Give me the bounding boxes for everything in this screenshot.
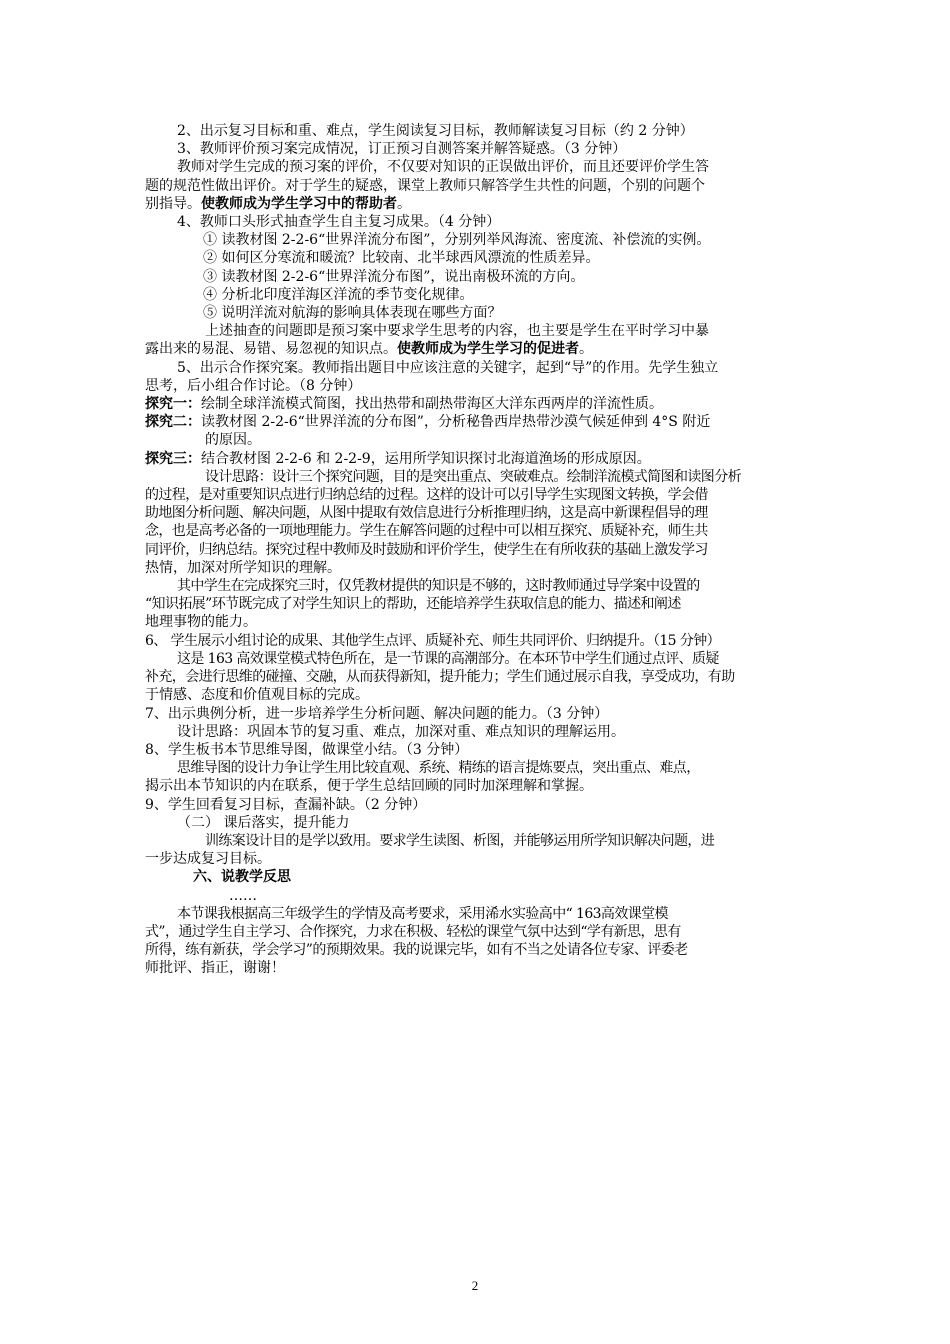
paragraph: 补充，会进行思维的碰撞、交融，从而获得新知，提升能力；学生们通过展示自我，享受成功，有助: [145, 669, 735, 686]
inquiry-1: 探究一：绘制全球洋流模式简图，找出热带和副热带海区大洋东西两岸的洋流性质。: [145, 396, 663, 413]
paragraph: 师批评、指正，谢谢！: [145, 960, 285, 977]
paragraph: 于情感、态度和价值观目标的完成。: [145, 687, 369, 704]
paragraph: 其中学生在完成探究三时，仅凭教材提供的知识是不够的，这时教师通过导学案中设置的: [177, 578, 700, 595]
paragraph: 的过程，是对重要知识点进行归纳总结的过程。这样的设计可以引导学生实现图文转换，学会借: [145, 487, 708, 504]
paragraph: 上述抽查的问题即是预习案中要求学生思考的内容，也主要是学生在平时学习中暴: [205, 323, 709, 340]
question-3: ③ 读教材图 2-2-6“世界洋流分布图”，说出南极环流的方向。: [203, 268, 585, 285]
step-4: 4、教师口头形式抽查学生自主复习成果。（4 分钟）: [177, 214, 501, 231]
emphasis: 使教师成为学生学习的促进者: [397, 341, 579, 358]
step-9: 9、学生回看复习目标，查漏补缺。（2 分钟）: [145, 796, 427, 813]
heading-6: 六、说教学反思: [193, 869, 291, 886]
paragraph: 本节课我根据高三年级学生的学情及高考要求，采用浠水实验高中“ 163高效课堂模: [177, 905, 668, 922]
paragraph: 训练案设计目的是学以致用。要求学生读图、析图，并能够运用所学知识解决问题，进: [205, 832, 715, 849]
question-4: ④ 分析北印度洋海区洋流的季节变化规律。: [203, 286, 474, 303]
question-1: ① 读教材图 2-2-6“世界洋流分布图”，分别列举风海流、密度流、补偿流的实例。: [203, 232, 711, 249]
step-5: 5、出示合作探究案。教师指出题目中应该注意的关键字，起到“导”的作用。先学生独立: [177, 359, 719, 376]
paragraph: 露出来的易混、易错、易忽视的知识点。使教师成为学生学习的促进者。: [145, 341, 593, 358]
inquiry-2-cont: 的原因。: [205, 432, 261, 449]
paragraph: 地理事物的能力。: [145, 614, 257, 631]
paragraph: 热情，加深对所学知识的理解。: [145, 559, 341, 576]
paragraph: 思维导图的设计力争让学生用比较直观、系统、精练的语言提炼要点，突出重点、难点，: [177, 760, 700, 777]
question-5: ⑤ 说明洋流对航海的影响具体表现在哪些方面？: [203, 305, 502, 322]
paragraph: 同评价，归纳总结。探究过程中教师及时鼓励和评价学生，使学生在有所收获的基础上激发学习: [145, 541, 708, 558]
paragraph: 一步达成复习目标。: [145, 851, 271, 868]
page-number: 2: [471, 1278, 479, 1293]
step-6: 6、 学生展示小组讨论的成果、其他学生点评、质疑补充、师生共同评价、归纳提升。（15 分钟）: [145, 632, 721, 649]
emphasis: 使教师成为学生学习中的帮助者: [201, 195, 397, 212]
section-2: （二） 课后落实，提升能力: [177, 814, 350, 831]
inquiry-3: 探究三：结合教材图 2-2-6 和 2-2-9，运用所学知识探讨北海道渔场的形成原因。: [145, 450, 651, 467]
paragraph: 助地图分析问题、解决问题，从图中提取有效信息进行分析推理归纳，这是高中新课程倡导的理: [145, 505, 708, 522]
paragraph: 思考，后小组合作讨论。（8 分钟）: [145, 377, 362, 394]
step-7: 7、出示典例分析，进一步培养学生分析问题、解决问题的能力。（3 分钟）: [145, 705, 609, 722]
paragraph: 题的规范性做出评价。对于学生的疑惑，课堂上教师只解答学生共性的问题，个别的问题个: [145, 177, 705, 194]
design-idea: 设计思路：巩固本节的复习重、难点，加深对重、难点知识的理解运用。: [177, 723, 625, 740]
paragraph: 揭示出本节知识的内在联系，便于学生总结回顾的同时加深理解和掌握。: [145, 778, 593, 795]
paragraph: 所得，练有新获，学会学习”的预期效果。我的说课完毕，如有不当之处请各位专家、评委老: [145, 942, 688, 959]
ellipsis: ……: [229, 887, 257, 904]
step-3: 3、教师评价预习案完成情况，订正预习自测答案并解答疑惑。（3 分钟）: [177, 141, 627, 158]
question-2: ② 如何区分寒流和暖流？比较南、北半球西风漂流的性质差异。: [203, 250, 600, 267]
paragraph: 教师对学生完成的预习案的评价，不仅要对知识的正误做出评价，而且还要评价学生答: [177, 159, 709, 176]
step-8: 8、学生板书本节思维导图，做课堂小结。（3 分钟）: [145, 741, 469, 758]
paragraph: 这是 163 高效课堂模式特色所在，是一节课的高潮部分。在本环节中学生们通过点评、质疑: [177, 650, 719, 667]
paragraph: 式”，通过学生自主学习、合作探究，力求在积极、轻松的课堂气氛中达到“学有新思，思有: [145, 923, 681, 940]
step-2: 2、出示复习目标和重、难点，学生阅读复习目标，教师解读复习目标（约 2 分钟）: [177, 123, 694, 139]
paragraph: 念，也是高考必备的一项地理能力。学生在解答问题的过程中可以相互探究、质疑补充，师生共: [145, 523, 708, 540]
inquiry-2: 探究二：读教材图 2-2-6“世界洋流的分布图”，分析秘鲁西岸热带沙漠气候延伸到 4°S 附近: [145, 414, 711, 431]
design-idea: 设计思路：设计三个探究问题，目的是突出重点、突破难点。绘制洋流模式简图和读图分析: [205, 468, 741, 485]
document-body: [145, 122, 815, 978]
paragraph: 别指导。使教师成为学生学习中的帮助者。: [145, 195, 411, 212]
paragraph: “知识拓展”环节既完成了对学生知识上的帮助，还能培养学生获取信息的能力、描述和阐述: [145, 596, 681, 613]
